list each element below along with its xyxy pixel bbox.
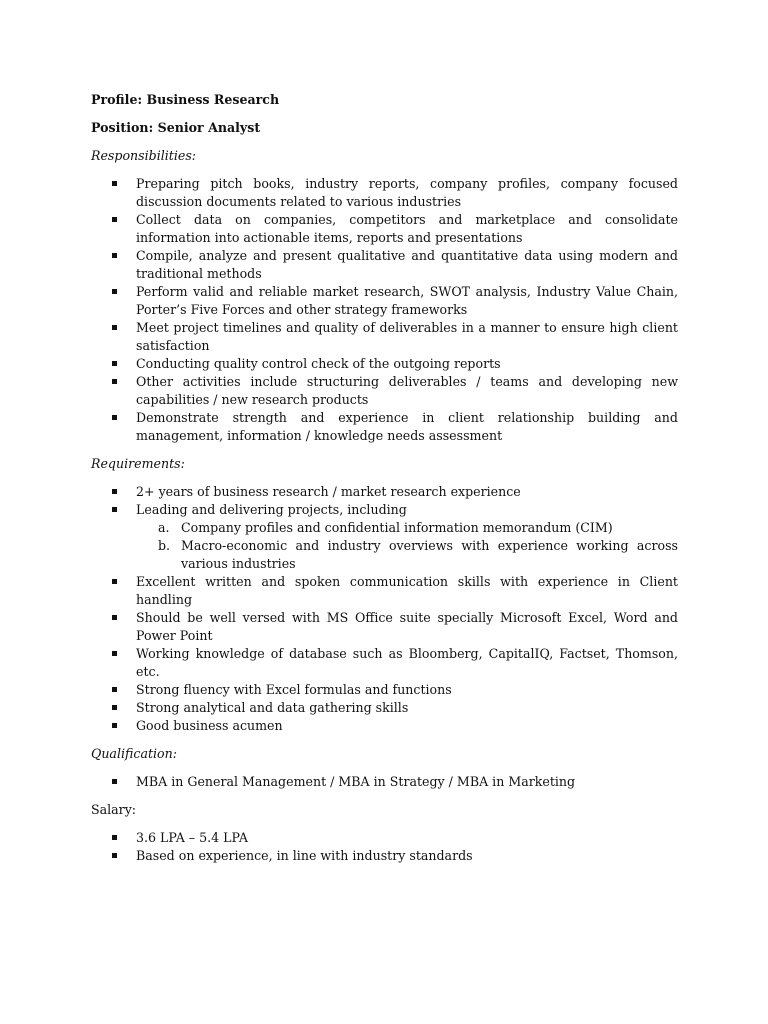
list-item: MBA in General Management / MBA in Strategy / MBA in Marketing (91, 773, 678, 791)
bullet-square-icon (112, 651, 117, 656)
qualification-label: Qualification: (91, 746, 177, 761)
bullet-square-icon (112, 289, 117, 294)
list-item: Demonstrate strength and experience in client relationship building and management, information / knowledge needs assessment (91, 409, 678, 445)
list-item: Compile, analyze and present qualitative and quantitative data using modern and traditional methods (91, 247, 678, 283)
bullet-square-icon (112, 217, 117, 222)
list-item: Leading and delivering projects, including a. Company profiles and confidential information memorandum (CIM) b. Macro-economic and industry overviews with experience working across various industries (91, 501, 678, 573)
bullet-square-icon (112, 489, 117, 494)
bullet-square-icon (112, 687, 117, 692)
bullet-square-icon (112, 835, 117, 840)
list-item: Conducting quality control check of the outgoing reports (91, 355, 678, 373)
bullet-square-icon (112, 507, 117, 512)
requirements-sublist (136, 519, 678, 573)
bullet-square-icon (112, 615, 117, 620)
bullet-square-icon (112, 253, 117, 258)
list-item: Based on experience, in line with industry standards (91, 847, 678, 865)
list-item: 3.6 LPA – 5.4 LPA (91, 829, 678, 847)
responsibilities-label: Responsibilities: (91, 148, 197, 163)
sub-item-marker: a. (158, 520, 170, 535)
bullet-square-icon (112, 779, 117, 784)
requirements-label: Requirements: (91, 456, 185, 471)
position-heading: Position: Senior Analyst (91, 120, 261, 135)
salary-label: Salary: (91, 802, 137, 817)
list-item: Strong fluency with Excel formulas and functions (91, 681, 678, 699)
list-item: Good business acumen (91, 717, 678, 735)
bullet-square-icon (112, 325, 117, 330)
list-item: Other activities include structuring deliverables / teams and developing new capabilities / new research products (91, 373, 678, 409)
bullet-square-icon (112, 181, 117, 186)
document-content (91, 91, 678, 875)
salary-list (91, 829, 678, 865)
list-item: Perform valid and reliable market research, SWOT analysis, Industry Value Chain, Porter’s Five Forces and other strategy frameworks (91, 283, 678, 319)
sub-item-marker: b. (158, 538, 171, 553)
requirements-list (91, 483, 678, 735)
list-item: Strong analytical and data gathering skills (91, 699, 678, 717)
list-item: 2+ years of business research / market research experience (91, 483, 678, 501)
list-item: Working knowledge of database such as Bloomberg, CapitalIQ, Factset, Thomson, etc. (91, 645, 678, 681)
bullet-square-icon (112, 379, 117, 384)
bullet-square-icon (112, 361, 117, 366)
list-item: Should be well versed with MS Office suite specially Microsoft Excel, Word and Power Point (91, 609, 678, 645)
list-item: Meet project timelines and quality of deliverables in a manner to ensure high client satisfaction (91, 319, 678, 355)
sub-list-item: b. Macro-economic and industry overviews with experience working across various industries (158, 538, 678, 571)
bullet-square-icon (112, 723, 117, 728)
list-item: Preparing pitch books, industry reports, company profiles, company focused discussion documents related to various industries (91, 175, 678, 211)
responsibilities-list (91, 175, 678, 445)
bullet-square-icon (112, 579, 117, 584)
bullet-square-icon (112, 705, 117, 710)
list-item: Excellent written and spoken communication skills with experience in Client handling (91, 573, 678, 609)
profile-heading: Profile: Business Research (91, 92, 280, 107)
list-item: Collect data on companies, competitors and marketplace and consolidate information into actionable items, reports and presentations (91, 211, 678, 247)
bullet-square-icon (112, 853, 117, 858)
qualification-list (91, 773, 678, 791)
sub-list-item: a. Company profiles and confidential information memorandum (CIM) (158, 520, 613, 535)
bullet-square-icon (112, 415, 117, 420)
